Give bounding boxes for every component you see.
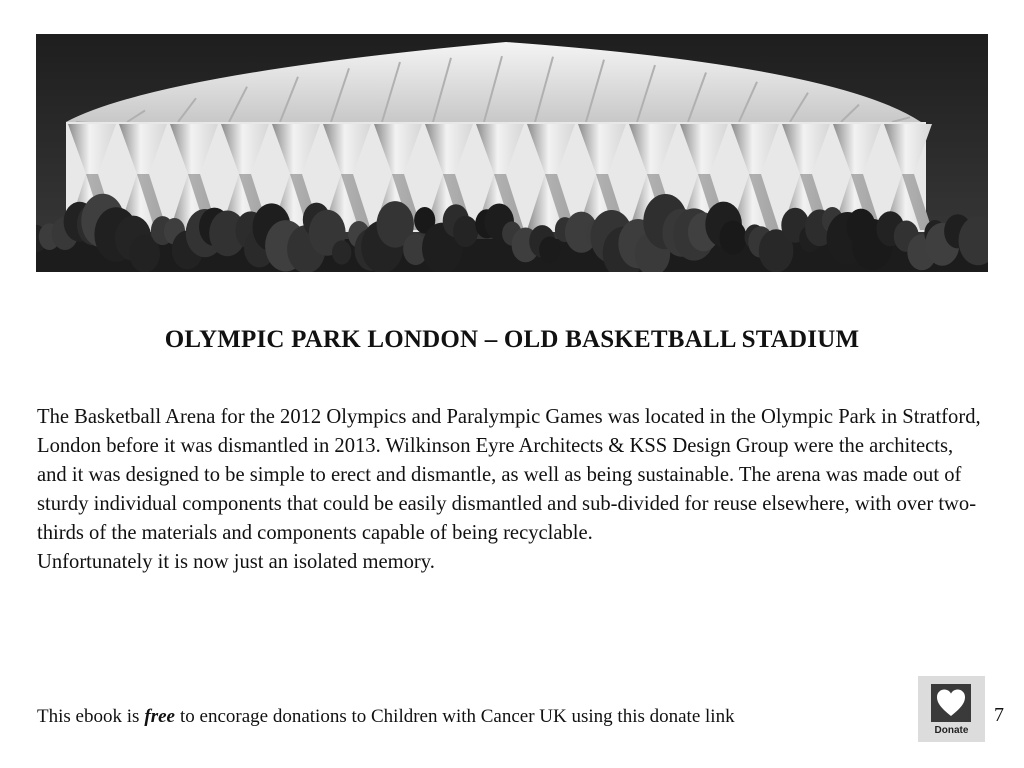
- hero-photo: [36, 34, 988, 272]
- donation-note: [37, 706, 735, 728]
- page-title: OLYMPIC PARK LONDON – OLD BASKETBALL STADIUM: [164, 326, 860, 353]
- page-number: 7: [994, 704, 1004, 726]
- footer-text-after: to encorage donations to Children with Cancer UK using this donate link: [179, 706, 735, 727]
- footer-text-before: This ebook is: [37, 706, 140, 727]
- heart-icon: [931, 684, 971, 722]
- donate-button[interactable]: [918, 676, 985, 742]
- paragraph: The Basketball Arena for the 2012 Olympics and Paralympic Games was located in the Olympic Park in Stratford, London before it was dismantled in 2013. Wilkinson Eyre Architects & KSS Design Group were the architects, and it was designed to be simple to erect and dismantle, as well as being sustainable. The arena was made out of sturdy individual components that could be easily dismantled and sub-divided for reuse elsewhere, with over two-thirds of the materials and components capable of being recyclable.: [37, 406, 981, 544]
- donate-label: Donate: [934, 725, 969, 736]
- paragraph: Unfortunately it is now just an isolated memory.: [37, 551, 435, 573]
- body-text: [37, 403, 987, 577]
- footer-emphasis: free: [144, 706, 175, 727]
